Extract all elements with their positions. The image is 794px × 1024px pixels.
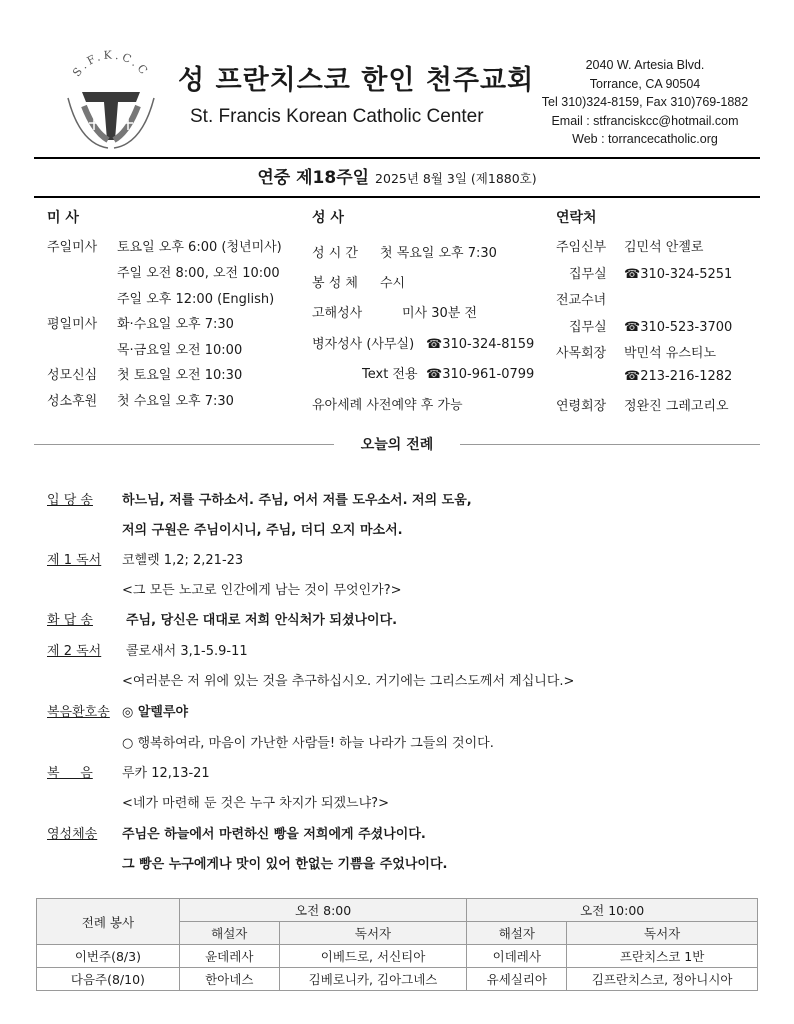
sacrament-row: 병자성사 (사무실) ☎310-324-8159 [312, 337, 535, 352]
lector-header: 독서자 [567, 922, 758, 945]
phone-fax: Tel 310)324-8159, Fax 310)769-1882 [541, 95, 749, 109]
gospel-label: 복 음 [47, 766, 93, 781]
contacts-heading: 연락처 [556, 210, 597, 226]
table-cell: 유세실리아 [467, 968, 567, 991]
header-rule-top [34, 157, 760, 159]
sacrament-row: 성 시 간 첫 목요일 오후 7:30 [312, 246, 497, 261]
divider-left [34, 444, 334, 445]
mass-row: 평일미사 화·수요일 오후 7:30 [47, 317, 234, 332]
table-cell: 이베드로, 서신티아 [279, 945, 467, 968]
website[interactable]: Web : torrancecatholic.org [572, 132, 718, 146]
entrance-label: 입 당 송 [47, 493, 93, 508]
sacraments-heading: 성 사 [312, 210, 344, 226]
liturgy-heading: 오늘의 전례 [340, 434, 454, 454]
table-cell: 이데레사 [467, 945, 567, 968]
church-logo [62, 48, 160, 152]
lector-header: 독서자 [279, 922, 467, 945]
alleluia-text: ◎ 알렐루야 [122, 705, 189, 720]
table-row [37, 945, 758, 968]
email[interactable]: Email : stfranciskcc@hotmail.com [551, 113, 739, 128]
reading2-label: 제 2 독서 [47, 644, 102, 659]
sacrament-row: 유아세례 사전예약 후 가능 [312, 398, 463, 413]
reading1-summary: <그 모든 노고로 인간에게 남는 것이 무엇인가?> [122, 583, 402, 598]
mass-row: 주일미사 토요일 오후 6:00 (청년미사) [47, 240, 282, 255]
mass-row: 성모신심 첫 토요일 오전 10:30 [47, 368, 243, 383]
entrance-line2: 저의 구원은 주님이시니, 주님, 더디 오지 마소서. [122, 523, 403, 538]
psalm-text: 주님, 당신은 대대로 저희 안식처가 되셨나이다. [126, 613, 398, 628]
table-header-row [37, 899, 758, 922]
mass-heading: 미 사 [47, 210, 79, 226]
contact-row: 연령회장 정완진 그레고리오 [556, 399, 729, 414]
mass-row: 주일 오후 12:00 (English) [117, 292, 275, 307]
ministry-schedule-table [36, 898, 758, 991]
reading2-summary: <여러분은 저 위에 있는 것을 추구하십시오. 거기에는 그리스도께서 계십니다.> [122, 674, 575, 689]
commentator-header: 해설자 [179, 922, 279, 945]
sacrament-row: 고해성사 미사 30분 전 [312, 306, 478, 321]
gospel-ref: 루카 12,13-21 [122, 766, 210, 781]
divider-right [460, 444, 760, 445]
logo-text: S.F.K.C.C [70, 48, 152, 80]
contact-info [520, 56, 770, 149]
issue-date: 2025년 8월 3일 (제1880호) [375, 171, 537, 186]
psalm-label: 화 답 송 [47, 613, 93, 628]
table-cell: 프란치스코 1반 [567, 945, 758, 968]
communion-label: 영성체송 [47, 827, 98, 842]
issue-title [34, 163, 760, 188]
sunday-title: 연중 제18주일 [257, 168, 370, 188]
table-row [37, 968, 758, 991]
church-name-korean: 성 프란치스코 한인 천주교회 [178, 65, 535, 96]
week-cell: 이번주(8/3) [37, 945, 180, 968]
gospel-summary: <네가 마련해 둔 것은 누구 차지가 되겠느냐?> [122, 796, 389, 811]
table-cell: 한아네스 [179, 968, 279, 991]
table-corner: 전례 봉사 [37, 899, 180, 945]
contact-row: 집무실 ☎310-324-5251 [569, 267, 733, 282]
alleluia-verse: ○ 행복하여라, 마음이 가난한 사람들! 하늘 나라가 그들의 것이다. [122, 736, 494, 751]
table-cell: 김베로니카, 김아그네스 [279, 968, 467, 991]
communion-line2: 그 빵은 누구에게나 맛이 있어 한없는 기쁨을 주었나이다. [122, 857, 448, 872]
contact-row: 사목회장 박민석 유스티노 [556, 346, 717, 361]
mass-row: 성소후원 첫 수요일 오후 7:30 [47, 394, 234, 409]
entrance-line1: 하느님, 저를 구하소서. 주님, 어서 저를 도우소서. 저의 도움, [122, 493, 472, 508]
sacrament-row: Text 전용 ☎310-961-0799 [362, 367, 535, 382]
communion-line1: 주님은 하늘에서 마련하신 빵을 저희에게 주셨나이다. [122, 827, 426, 842]
header-rule-bottom [34, 196, 760, 198]
mass2-header: 오전 10:00 [467, 899, 758, 922]
reading2-ref: 콜로새서 3,1-5.9-11 [126, 644, 248, 659]
contact-row: ☎213-216-1282 [624, 369, 733, 384]
svg-text:S.F.K.C.C [70, 48, 152, 79]
address-line2: Torrance, CA 90504 [589, 76, 701, 91]
sacrament-row: 봉 성 체 수시 [312, 276, 406, 291]
week-cell: 다음주(8/10) [37, 968, 180, 991]
mass1-header: 오전 8:00 [179, 899, 467, 922]
alleluia-label: 복음환호송 [47, 705, 110, 720]
contact-row: 전교수녀 [556, 293, 607, 308]
reading1-label: 제 1 독서 [47, 553, 102, 568]
church-name-english: St. Francis Korean Catholic Center [190, 106, 484, 127]
contact-row: 주임신부 김민석 안젤로 [556, 240, 704, 255]
mass-row: 주일 오전 8:00, 오전 10:00 [117, 266, 280, 281]
mass-row: 목·금요일 오전 10:00 [117, 343, 243, 358]
commentator-header: 해설자 [467, 922, 567, 945]
table-cell: 김프란치스코, 정아니시아 [567, 968, 758, 991]
table-cell: 윤데레사 [179, 945, 279, 968]
contact-row: 집무실 ☎310-523-3700 [569, 320, 733, 335]
address-line1: 2040 W. Artesia Blvd. [585, 58, 705, 72]
reading1-ref: 코헬렛 1,2; 2,21-23 [122, 553, 244, 568]
